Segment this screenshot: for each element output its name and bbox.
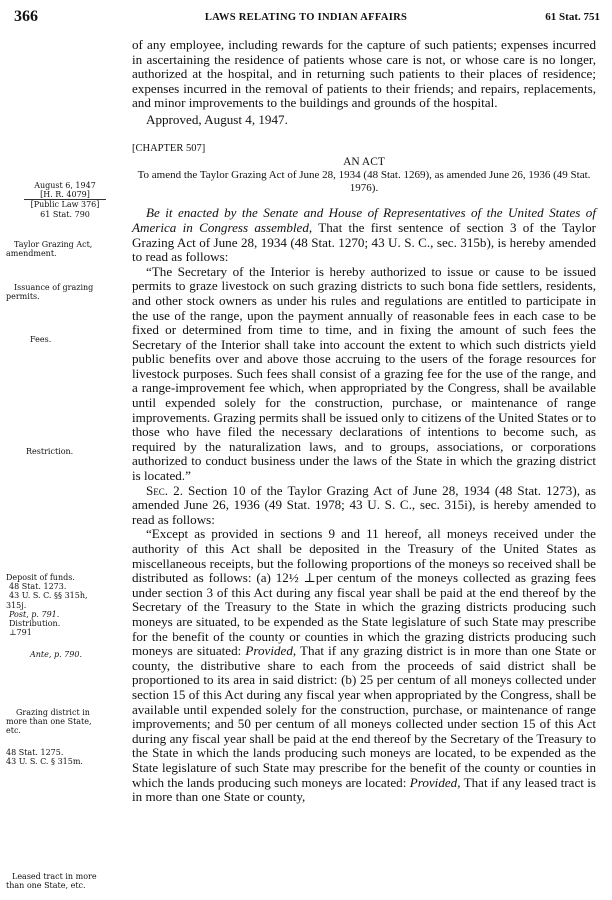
margin-note-deposit: Deposit of funds. 48 Stat. 1273. 43 U. S. C. §§ 315h, 315j. Post, p. 791. Distribution. ⊥791	[6, 573, 88, 638]
margin-note-restriction: Restriction.	[26, 447, 74, 456]
running-header	[0, 10, 612, 26]
section-2	[132, 484, 596, 528]
enacting-clause	[132, 206, 596, 264]
margin-public-law: [Public Law 376]	[30, 200, 100, 210]
main-text	[132, 38, 596, 805]
provided-1: Provided,	[245, 643, 297, 659]
quoted-section-3: “The Secretary of the Interior is hereby authorized to issue or cause to be issued permits to graze livestock on such grazing districts to such bona fide settlers, residents, and other stock owners as under his rules and regulations are entitled to participate in the use of the range, upon the payment annually of reasonable fees in each case to be fixed or determined from time to time, and in fixing the amount of such fees the Secretary of the Interior shall take into account the extent to which such districts yield public benefits over and above those accruing to the users of the forage resources for livestock purposes. Such fees shall consist of a grazing fee for the use of the range, and a range-improvement fee which, when appropriated by the Congress, shall be available until expended solely for the construction, purchase, or maintenance of range improvements. Grazing permits shall be issued only to citizens of the United States or to those who have filed the necessary declarations of intentions to become such, as required by the naturalization laws, and to groups, associations, or corporations authorized to conduct business under the laws of the State in which the grazing district is located.”	[132, 263, 596, 484]
running-title: LAWS RELATING TO INDIAN AFFAIRS	[204, 12, 408, 23]
quoted-section-10: “Except as provided in sections 9 and 11 hereof, all moneys received under the authority of this Act shall be deposited in the Treasury of the United States as miscellaneous receipts, but the following proportions of the moneys so received shall be distributed as follows: (a) 12½ ⊥per centum of the moneys collected as grazing fees under section 3 of this Act during any fiscal year shall be paid at the end thereof by the Secretary of the Treasury to the State in which the grazing districts producing such moneys are situated, to be expended as the State legislature of such State may prescribe for the benefit of the county or counties in which the grazing districts producing such moneys are situated: Provided, That if any grazing district is in more than one State or county, the distributive share to each from the proceeds of said district shall be proportioned to its area in said district: (b) 25 per centum of all moneys collected under section 15 of this Act during any fiscal year when appropriated by the Congress, shall be available until expended solely for the construction, purchase, or maintenance of range improvements; and 50 per centum of all moneys collected under section 15 of this Act during any fiscal year shall be paid at the end thereof by the Secretary of the Treasury to the State in which the lands producing such moneys are located, to be expended as the State legislature of such State may prescribe for the benefit of the county or counties in which the lands producing such moneys are located: Provided, That if any leased tract is in more than one State or county,	[132, 526, 597, 805]
margin-note-leased-tract: Leased tract in more than one State, etc.	[6, 872, 97, 891]
section-2-text: Section 10 of the Taylor Grazing Act of June 28, 1934 (48 Stat. 1273), as amended June 26, 1936 (49 Stat. 1978; 43 U. S. C., sec. 315i), is hereby amended to read as follows:	[132, 482, 596, 527]
margin-note-stat-1275: 48 Stat. 1275. 43 U. S. C. § 315m.	[6, 748, 83, 767]
margin-bill-info	[6, 181, 124, 219]
chapter-heading: [CHAPTER 507]	[132, 142, 206, 154]
paragraph-continued: of any employee, including rewards for the capture of such patients; expenses incurred in ascertaining the residence of patients whose care is not, or whose care is no longer, authorized at the hospital, and in returning such patients to their places of residence; expenses incurred in the removal of patients to their friends; and repairs, replacements, and minor improvements to the buildings and grounds of the hospital.	[132, 37, 596, 111]
margin-stat: 61 Stat. 790	[40, 209, 90, 219]
page-number: 366	[14, 8, 38, 25]
enacting-clause-italic: Be it enacted by the Senate and House of Representatives of the United States of America in Congress assembled,	[132, 205, 596, 235]
margin-note-grazing-district: Grazing district in more than one State, etc.	[6, 708, 92, 736]
act-purpose: To amend the Taylor Grazing Act of June 28, 1934 (48 Stat. 1269), as amended June 26, 1936 (49 Stat. 1976).	[137, 169, 591, 194]
approval-line: Approved, August 4, 1947.	[146, 111, 288, 127]
margin-hr: [H. R. 4079]	[24, 190, 106, 200]
section-2-label: Sec. 2.	[146, 482, 183, 498]
margin-date: August 6, 1947	[34, 181, 96, 190]
stat-reference: 61 Stat. 751	[545, 11, 600, 23]
margin-note-taylor: Taylor Grazing Act, amendment.	[6, 240, 93, 259]
margin-note-issuance: Issuance of grazing permits.	[6, 283, 94, 302]
margin-note-fees: Fees.	[30, 335, 52, 344]
act-title: AN ACT	[343, 155, 385, 168]
margin-note-ante: Ante, p. 790.	[30, 650, 82, 659]
provided-2: Provided,	[409, 774, 461, 790]
enacting-clause-text: That the first sentence of section 3 of the Taylor Grazing Act of June 28, 1934 (48 Stat. 1270; 43 U. S. C., sec. 315b), is hereby amended to read as follows:	[132, 219, 596, 265]
